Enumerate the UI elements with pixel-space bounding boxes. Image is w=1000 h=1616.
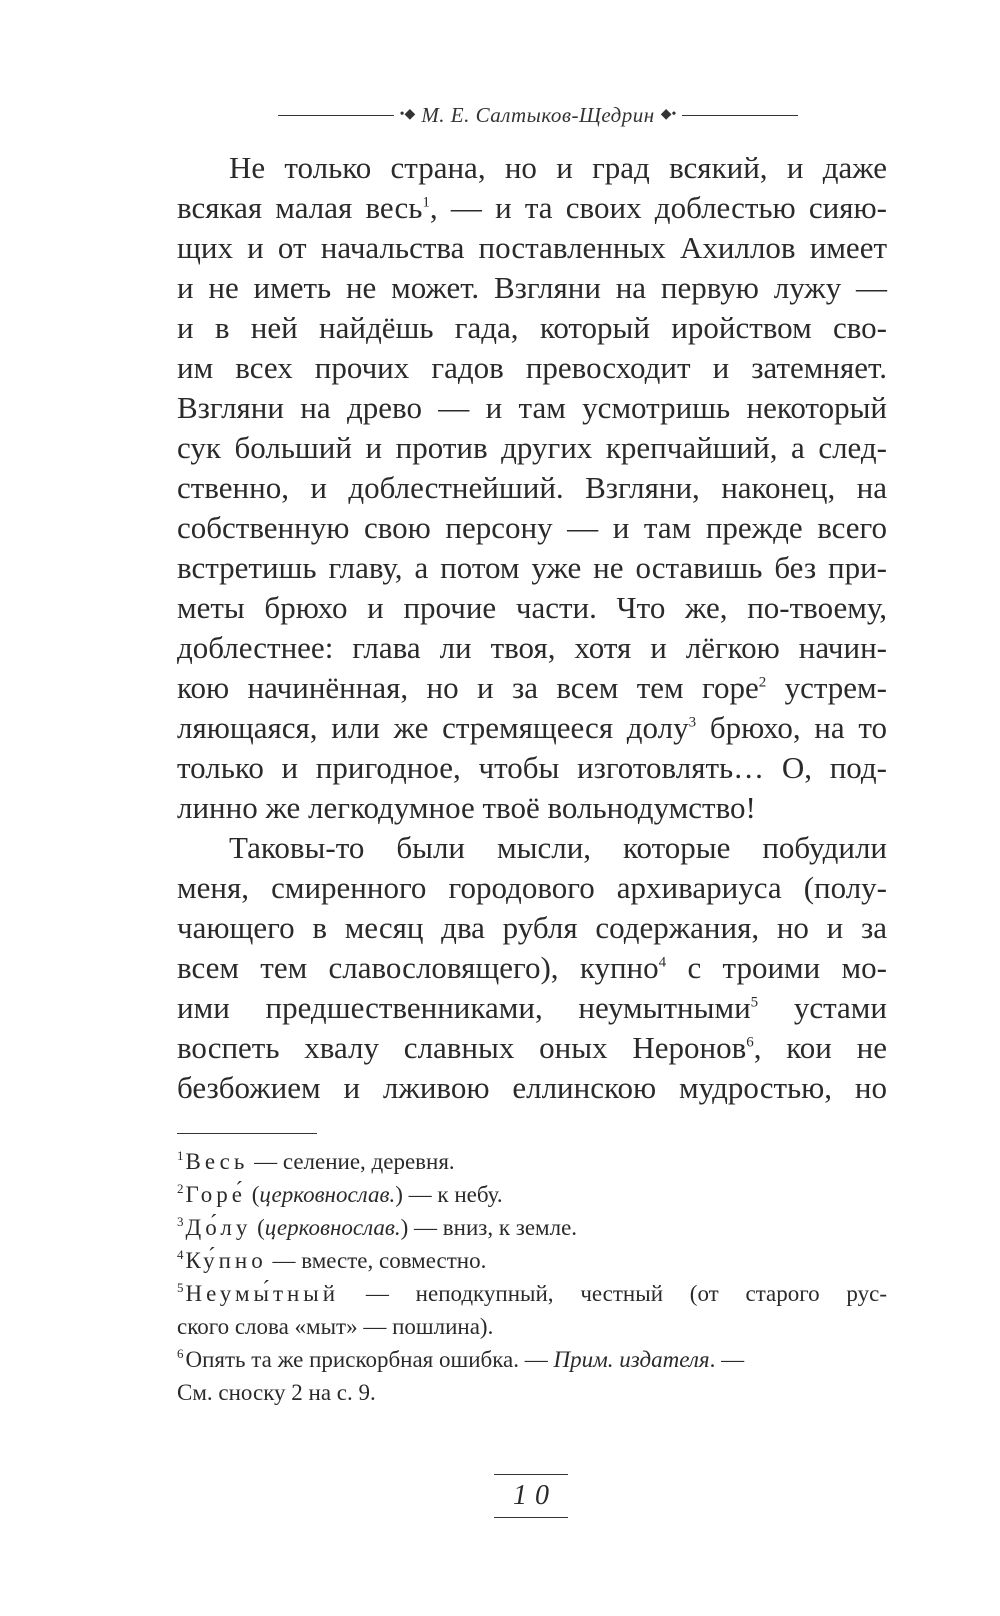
text-line: всякая малая весь$^1$, — и та своих доблестью сияю- bbox=[177, 190, 887, 225]
footnote: $^3$До́лу (церковнослав.) — вниз, к земле. bbox=[177, 1214, 578, 1240]
footnote: $^5$Неумы́тный — неподкупный, честный (от старого рус- bbox=[177, 1280, 887, 1306]
text-line: ими предшественниками, неумытными$^5$ устами bbox=[177, 990, 888, 1025]
footnote-ref: 2 bbox=[758, 674, 767, 691]
footnote: $^1$Весь — селение, деревня. bbox=[177, 1148, 455, 1174]
text-line: меты брюхо и прочие части. Что же, по-твоему, bbox=[177, 590, 887, 625]
page-number: 10 bbox=[513, 1480, 557, 1511]
text-line: линно же легкодумное твоё вольнодумство! bbox=[177, 790, 756, 825]
text-line: безбожием и лживою еллинскою мудростью, но bbox=[177, 1070, 887, 1105]
footnote-ref: 1 bbox=[422, 194, 430, 211]
text-line: всем тем славословящего), купно$^4$ с троими мо- bbox=[177, 950, 887, 985]
text-line: ляющаяся, или же стремящееся долу$^3$ брюхо, на то bbox=[177, 710, 887, 745]
running-header bbox=[278, 100, 798, 130]
text-line: щих и от начальства поставленных Ахиллов имеет bbox=[177, 230, 887, 265]
footnotes bbox=[177, 1145, 887, 1409]
header-ornament-left: •◆ bbox=[399, 107, 416, 122]
page-number-block bbox=[494, 1474, 568, 1518]
footnote-continuation: ского слова «мыт» — пошлина). bbox=[177, 1314, 494, 1339]
text-line: сук больший и против других крепчайший, а след- bbox=[177, 430, 887, 465]
header-rule-right bbox=[682, 115, 798, 116]
page-number-rule-bottom bbox=[494, 1517, 568, 1518]
text-line: доблестнее: глава ли твоя, хотя и лёгкою начин- bbox=[177, 630, 887, 665]
text-line: и в ней найдёшь гада, который иройством сво- bbox=[177, 310, 887, 345]
text-line: Взгляни на древо — и там усмотришь некоторый bbox=[177, 390, 887, 425]
footnote: $^2$Горе́ (церковнослав.) — к небу. bbox=[177, 1181, 503, 1207]
main-text bbox=[177, 148, 887, 1108]
text-line: только и пригодное, чтобы изготовлять… О, под- bbox=[177, 750, 887, 785]
header-rule-left bbox=[278, 115, 394, 116]
footnote-ref: 6 bbox=[746, 1034, 754, 1051]
text-line: Таковы-то были мысли, которые побудили bbox=[229, 830, 887, 865]
text-line: и не иметь не может. Взгляни на первую лужу — bbox=[177, 270, 887, 305]
header-author: М. Е. Салтыков-Щедрин bbox=[421, 102, 655, 127]
text-line: ственно, и доблестнейший. Взгляни, наконец, на bbox=[177, 470, 887, 505]
footnote-separator bbox=[177, 1133, 317, 1134]
text-line: кою начинённая, но и за всем тем горе$^2$ устрем- bbox=[177, 670, 887, 705]
text-line: Не только страна, но и град всякий, и даже bbox=[229, 150, 887, 185]
footnote: $^6$Опять та же прискорбная ошибка. — Прим. издателя. — bbox=[177, 1346, 745, 1372]
text-line: встретишь главу, а потом уже не оставишь без при- bbox=[177, 550, 887, 585]
text-line: меня, смиренного городового архивариуса (полу- bbox=[177, 870, 887, 905]
footnote-continuation: См. сноску 2 на с. 9. bbox=[177, 1380, 376, 1405]
footnote-ref: 4 bbox=[658, 954, 667, 971]
footnote: $^4$Ку́пно — вместе, совместно. bbox=[177, 1247, 487, 1273]
header-ornament-right: ◆• bbox=[660, 107, 677, 122]
text-line: им всех прочих гадов превосходит и затемняет. bbox=[177, 350, 887, 385]
footnote-ref: 3 bbox=[688, 714, 697, 731]
text-line: собственную свою персону — и там прежде всего bbox=[177, 510, 887, 545]
text-line: воспеть хвалу славных оных Неронов$^6$, кои не bbox=[177, 1030, 887, 1065]
footnote-ref: 5 bbox=[750, 994, 759, 1011]
text-line: чающего в месяц два рубля содержания, но и за bbox=[177, 910, 887, 945]
